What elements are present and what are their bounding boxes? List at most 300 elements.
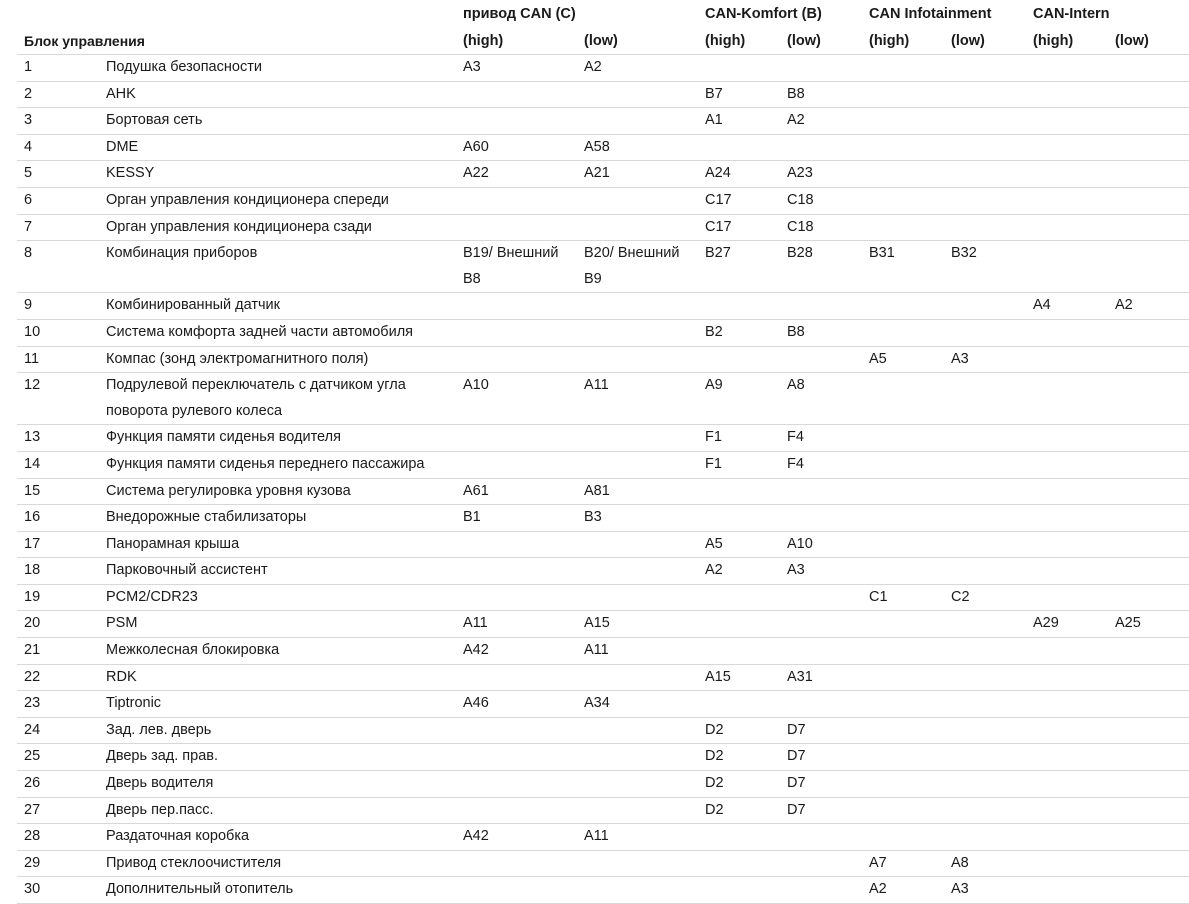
pin-cell: [1108, 638, 1189, 664]
table-row: [17, 161, 1189, 188]
pin-cell: [862, 161, 944, 187]
pin-cell: [1108, 161, 1189, 187]
pin-cell: А9: [705, 377, 723, 394]
row-number: 10: [24, 323, 41, 340]
table-row: [17, 558, 1189, 585]
pin-cell: А7: [869, 854, 887, 871]
row-number: 24: [24, 721, 41, 738]
row-number: 4: [24, 138, 33, 155]
pin-cell: [456, 877, 577, 903]
pin-cell: [944, 532, 1026, 558]
pin-cell: А3: [951, 881, 969, 898]
pin-cell: F4: [787, 429, 804, 446]
sub-header-cell: (high): [1033, 33, 1074, 49]
pin-cell: [780, 293, 862, 319]
control-unit-name: Дополнительный отопитель: [106, 881, 294, 898]
pin-cell: [698, 851, 780, 877]
table-row: [17, 425, 1189, 452]
control-unit-name: Система регулировка уровня кузова: [106, 482, 351, 499]
sub-header-cell: (high): [869, 33, 910, 49]
pin-cell: [577, 532, 698, 558]
pin-cell: D7: [787, 748, 806, 765]
control-unit-name: PSM: [106, 615, 138, 632]
row-number: 3: [24, 112, 33, 129]
table-row: [17, 320, 1189, 347]
control-unit-header: Блок управления: [24, 33, 145, 49]
pin-cell: [577, 82, 698, 108]
control-unit-name: Дверь пер.пасс.: [106, 801, 214, 818]
pin-cell: А4: [1033, 297, 1051, 314]
pin-cell: [780, 135, 862, 161]
pin-cell: [1108, 108, 1189, 134]
table-row: [17, 691, 1189, 718]
pin-cell: [698, 505, 780, 531]
pin-cell: [862, 771, 944, 797]
pin-cell: [862, 479, 944, 505]
pin-cell: А42: [463, 828, 489, 845]
pin-cell: А22: [463, 165, 489, 182]
pin-cell: [1026, 851, 1108, 877]
pin-cell: [456, 665, 577, 691]
pin-cell: [1026, 585, 1108, 611]
row-number: 23: [24, 695, 41, 712]
pin-cell: [1026, 479, 1108, 505]
pin-cell: [577, 293, 698, 319]
pin-cell: [577, 188, 698, 214]
control-unit-name: Панорамная крыша: [106, 535, 240, 552]
pin-cell: [1026, 161, 1108, 187]
pin-cell: В8: [787, 85, 805, 102]
row-number: 6: [24, 191, 33, 208]
pin-cell: [456, 771, 577, 797]
pin-cell: [944, 452, 1026, 478]
pin-cell: [780, 877, 862, 903]
pin-cell: А11: [584, 828, 609, 845]
pin-cell: [456, 293, 577, 319]
table-row: [17, 479, 1189, 506]
pin-cell: А60: [463, 138, 489, 155]
pin-cell: [1108, 479, 1189, 505]
pin-cell: В19/ Внешний В8: [463, 245, 559, 287]
pin-cell: [944, 55, 1026, 81]
control-unit-name: Привод стеклоочистителя: [106, 854, 282, 871]
pin-cell: [1108, 558, 1189, 584]
can-pinout-table: [17, 0, 1189, 904]
pin-cell: А5: [705, 535, 723, 552]
table-row: [17, 188, 1189, 215]
header-blank-name: [99, 0, 456, 28]
pin-cell: [1026, 744, 1108, 770]
row-number: 9: [24, 297, 33, 314]
pin-cell: С17: [705, 191, 732, 208]
pin-cell: [944, 718, 1026, 744]
table-body: [17, 55, 1189, 904]
table-row: [17, 585, 1189, 612]
pin-cell: С2: [951, 588, 970, 605]
pin-cell: D7: [787, 775, 806, 792]
pin-cell: А2: [1115, 297, 1133, 314]
pin-cell: [780, 585, 862, 611]
pin-cell: [1026, 638, 1108, 664]
control-unit-name: Дверь водителя: [106, 775, 214, 792]
group-header-can-intern: CAN-Intern: [1033, 6, 1110, 22]
control-unit-name: Система комфорта задней части автомобиля: [106, 323, 414, 340]
control-unit-name: Функция памяти сиденья переднего пассажира: [106, 455, 425, 472]
sub-header-cell: (low): [584, 33, 618, 49]
pin-cell: [577, 585, 698, 611]
pin-cell: [456, 215, 577, 241]
pin-cell: [577, 215, 698, 241]
pin-cell: [944, 215, 1026, 241]
pin-cell: [1108, 771, 1189, 797]
control-unit-name: DME: [106, 138, 139, 155]
pin-cell: В20/ Внешний В9: [584, 245, 680, 287]
pin-cell: [1108, 82, 1189, 108]
pin-cell: В27: [705, 245, 731, 262]
pin-cell: А3: [463, 59, 481, 75]
pin-cell: [862, 638, 944, 664]
pin-cell: [862, 532, 944, 558]
pin-cell: [862, 824, 944, 850]
pin-cell: [780, 611, 862, 637]
pin-cell: [1026, 373, 1108, 424]
pin-cell: А11: [463, 615, 488, 632]
pin-cell: А15: [705, 668, 731, 685]
pin-cell: [1026, 691, 1108, 717]
pin-cell: [577, 744, 698, 770]
pin-cell: [1108, 425, 1189, 451]
control-unit-name: Подушка безопасности: [106, 59, 262, 75]
table-row: [17, 135, 1189, 162]
pin-cell: [698, 824, 780, 850]
pin-cell: [1108, 744, 1189, 770]
pin-cell: [944, 744, 1026, 770]
pin-cell: [456, 744, 577, 770]
pin-cell: А46: [463, 695, 489, 712]
pin-cell: [577, 851, 698, 877]
pin-cell: [1026, 665, 1108, 691]
pin-cell: [862, 505, 944, 531]
pin-cell: А58: [584, 138, 610, 155]
row-number: 15: [24, 482, 41, 499]
pin-cell: А2: [787, 112, 805, 129]
pin-cell: А2: [869, 881, 887, 898]
pin-cell: А23: [787, 165, 813, 182]
pin-cell: А3: [951, 350, 969, 367]
row-number: 25: [24, 748, 41, 765]
table-row: [17, 877, 1189, 904]
pin-cell: [1026, 558, 1108, 584]
pin-cell: [456, 558, 577, 584]
row-number: 21: [24, 642, 41, 659]
pin-cell: [1026, 877, 1108, 903]
pin-cell: [862, 293, 944, 319]
table-row: [17, 241, 1189, 293]
table-row: [17, 798, 1189, 825]
pin-cell: [1108, 347, 1189, 373]
pin-cell: [1108, 665, 1189, 691]
pin-cell: [1026, 798, 1108, 824]
pin-cell: А11: [584, 377, 609, 394]
control-unit-name: Орган управления кондиционера спереди: [106, 191, 389, 208]
table-row: [17, 293, 1189, 320]
control-unit-name: Межколесная блокировка: [106, 642, 280, 659]
pin-cell: [944, 320, 1026, 346]
pin-cell: [1108, 241, 1189, 292]
pin-cell: [1026, 532, 1108, 558]
pin-cell: [944, 373, 1026, 424]
table-row: [17, 851, 1189, 878]
pin-cell: [577, 718, 698, 744]
table-row: [17, 638, 1189, 665]
group-header-can-infotainment: CAN Infotainment: [869, 6, 992, 22]
pin-cell: [698, 638, 780, 664]
pin-cell: [862, 215, 944, 241]
pin-cell: [862, 373, 944, 424]
pin-cell: А5: [869, 350, 887, 367]
pin-cell: [862, 452, 944, 478]
pin-cell: [577, 558, 698, 584]
pin-cell: А81: [584, 482, 610, 499]
pin-cell: А42: [463, 642, 489, 659]
control-unit-name: Tiptronic: [106, 695, 162, 712]
pin-cell: [780, 505, 862, 531]
pin-cell: А10: [463, 377, 489, 394]
pin-cell: [862, 320, 944, 346]
pin-cell: [577, 771, 698, 797]
pin-cell: А25: [1115, 615, 1141, 632]
pin-cell: А31: [787, 668, 813, 685]
control-unit-name: Бортовая сеть: [106, 112, 203, 129]
table-row: [17, 82, 1189, 109]
pin-cell: [1108, 824, 1189, 850]
pin-cell: [577, 798, 698, 824]
pin-cell: [456, 320, 577, 346]
row-number: 19: [24, 588, 41, 605]
pin-cell: [1108, 877, 1189, 903]
pin-cell: [456, 585, 577, 611]
pin-cell: [456, 452, 577, 478]
pin-cell: А24: [705, 165, 731, 182]
sub-header-cell: (high): [463, 33, 504, 49]
pin-cell: [1108, 320, 1189, 346]
pin-cell: [577, 877, 698, 903]
pin-cell: [1026, 241, 1108, 292]
pin-cell: [780, 851, 862, 877]
control-unit-name: Комбинация приборов: [106, 245, 258, 262]
table-row: [17, 55, 1189, 82]
table-row: [17, 347, 1189, 374]
pin-cell: [944, 665, 1026, 691]
table-row: [17, 665, 1189, 692]
pin-cell: [780, 691, 862, 717]
row-number: 26: [24, 775, 41, 792]
pin-cell: [456, 188, 577, 214]
pin-cell: [1026, 452, 1108, 478]
pin-cell: [577, 108, 698, 134]
table-row: [17, 452, 1189, 479]
row-number: 7: [24, 218, 33, 235]
pin-cell: [780, 55, 862, 81]
table-row: [17, 744, 1189, 771]
control-unit-name: AHK: [106, 85, 136, 102]
pin-cell: [862, 135, 944, 161]
pin-cell: [944, 479, 1026, 505]
pin-cell: D7: [787, 801, 806, 818]
row-number: 27: [24, 801, 41, 818]
pin-cell: [456, 347, 577, 373]
table-row: [17, 108, 1189, 135]
pin-cell: В8: [787, 323, 805, 340]
control-unit-name: Зад. лев. дверь: [106, 721, 212, 738]
pin-cell: В3: [584, 509, 602, 526]
pin-cell: [944, 824, 1026, 850]
pin-cell: [1108, 135, 1189, 161]
pin-cell: [1108, 718, 1189, 744]
pin-cell: [577, 320, 698, 346]
pin-cell: В1: [463, 509, 481, 526]
pin-cell: [698, 135, 780, 161]
pin-cell: D7: [787, 721, 806, 738]
pin-cell: [1108, 505, 1189, 531]
pin-cell: [1026, 347, 1108, 373]
row-number: 8: [24, 245, 33, 262]
pin-cell: [456, 798, 577, 824]
pin-cell: [456, 425, 577, 451]
table-row: [17, 532, 1189, 559]
pin-cell: [1108, 585, 1189, 611]
sub-header-cell: (high): [705, 33, 746, 49]
pin-cell: D2: [705, 801, 724, 818]
group-header-row: [17, 0, 1189, 28]
pin-cell: F1: [705, 429, 722, 446]
row-number: 14: [24, 455, 41, 472]
header-blank-num: [17, 0, 99, 28]
pin-cell: С18: [787, 191, 814, 208]
pin-cell: [944, 188, 1026, 214]
pin-cell: [944, 611, 1026, 637]
table-row: [17, 373, 1189, 425]
pin-cell: [577, 665, 698, 691]
row-number: 28: [24, 828, 41, 845]
table-row: [17, 718, 1189, 745]
pin-cell: [577, 347, 698, 373]
pin-cell: [1108, 532, 1189, 558]
sub-header-cell: (low): [951, 33, 985, 49]
pin-cell: [1026, 505, 1108, 531]
pin-cell: [944, 798, 1026, 824]
pin-cell: [1108, 452, 1189, 478]
pin-cell: [1026, 771, 1108, 797]
pin-cell: [862, 425, 944, 451]
pin-cell: В2: [705, 323, 723, 340]
pin-cell: [456, 851, 577, 877]
pin-cell: [862, 744, 944, 770]
control-unit-name: PCM2/CDR23: [106, 588, 198, 605]
pin-cell: [1026, 320, 1108, 346]
pin-cell: [1108, 55, 1189, 81]
table-row: [17, 505, 1189, 532]
control-unit-name: KESSY: [106, 165, 155, 182]
pin-cell: [698, 479, 780, 505]
table-row: [17, 824, 1189, 851]
pin-cell: [1026, 108, 1108, 134]
pin-cell: А29: [1033, 615, 1059, 632]
pin-cell: [1108, 851, 1189, 877]
row-number: 29: [24, 854, 41, 871]
row-number: 17: [24, 535, 41, 552]
pin-cell: А10: [787, 535, 813, 552]
row-number: 22: [24, 668, 41, 685]
pin-cell: [862, 188, 944, 214]
control-unit-name: Компас (зонд электромагнитного поля): [106, 350, 369, 367]
pin-cell: [862, 82, 944, 108]
row-number: 12: [24, 377, 41, 394]
pin-cell: А1: [705, 112, 723, 129]
pin-cell: [862, 55, 944, 81]
pin-cell: [862, 665, 944, 691]
pin-cell: [1108, 691, 1189, 717]
pin-cell: [1026, 824, 1108, 850]
pin-cell: А2: [584, 59, 602, 75]
row-number: 16: [24, 509, 41, 526]
pin-cell: В7: [705, 85, 723, 102]
pin-cell: С1: [869, 588, 888, 605]
pin-cell: [1026, 82, 1108, 108]
pin-cell: С17: [705, 218, 732, 235]
pin-cell: [944, 82, 1026, 108]
pin-cell: [698, 55, 780, 81]
pin-cell: С18: [787, 218, 814, 235]
control-unit-name: Комбинированный датчик: [106, 297, 280, 314]
sub-header-cell: (low): [1115, 33, 1149, 49]
pin-cell: [780, 479, 862, 505]
pin-cell: [1026, 135, 1108, 161]
row-number: 2: [24, 85, 33, 102]
pin-cell: А11: [584, 642, 609, 659]
pin-cell: D2: [705, 748, 724, 765]
pin-cell: [456, 108, 577, 134]
control-unit-name: Внедорожные стабилизаторы: [106, 509, 307, 526]
pin-cell: [456, 82, 577, 108]
pin-cell: [944, 135, 1026, 161]
pin-cell: [577, 452, 698, 478]
sub-header-cell: (low): [787, 33, 821, 49]
pin-cell: [1108, 188, 1189, 214]
pin-cell: [944, 638, 1026, 664]
pin-cell: [780, 347, 862, 373]
control-unit-name: Орган управления кондиционера сзади: [106, 218, 372, 235]
pin-cell: [944, 771, 1026, 797]
pin-cell: А8: [951, 854, 969, 871]
sub-header-row: [17, 28, 1189, 55]
pin-cell: [780, 824, 862, 850]
pin-cell: [862, 108, 944, 134]
pin-cell: [577, 425, 698, 451]
control-unit-name: Функция памяти сиденья водителя: [106, 429, 341, 446]
pin-cell: [456, 718, 577, 744]
control-unit-name: Дверь зад. прав.: [106, 748, 219, 765]
pin-cell: А61: [463, 482, 489, 499]
pin-cell: В32: [951, 245, 977, 262]
table-row: [17, 771, 1189, 798]
pin-cell: [862, 611, 944, 637]
pin-cell: [698, 293, 780, 319]
pin-cell: [862, 798, 944, 824]
pin-cell: [698, 347, 780, 373]
pin-cell: [944, 505, 1026, 531]
row-number: 20: [24, 615, 41, 632]
